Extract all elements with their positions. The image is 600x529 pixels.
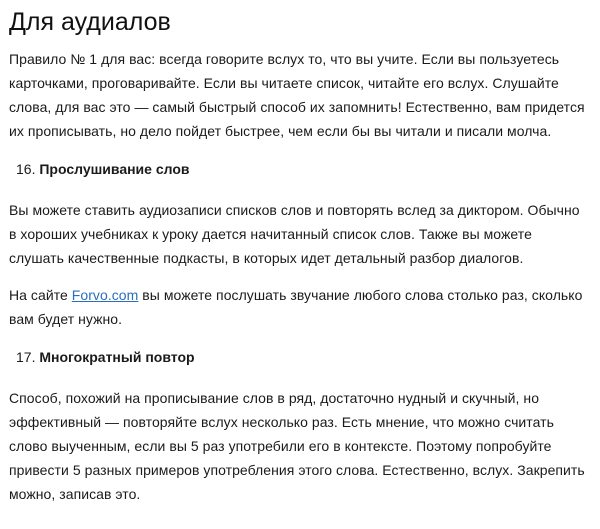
page-title: Для аудиалов — [9, 8, 171, 36]
section-heading-16 — [16, 157, 590, 181]
section-16-paragraph-2 — [9, 283, 590, 331]
section-number: 17. — [16, 349, 36, 365]
section-heading-17 — [16, 345, 590, 369]
section-17-paragraph-1: Способ, похожий на прописывание слов в ряд, достаточно нудный и скучный, но эффективный — повторяйте вслух несколько раз. Есть мнение, что можно считать слово выученным, если вы 5 раз употребили его в контексте. Поэтому попробуйте привести 5 разных примеров употребления этого слова. Естественно, вслух. Закрепить можно, записав это. — [9, 390, 585, 502]
forvo-link[interactable]: Forvo.com — [71, 287, 139, 303]
paragraph-text: вы можете послушать звучание любого слова столько раз, сколько вам будет нужно. — [9, 287, 583, 327]
section-number: 16. — [16, 161, 36, 177]
section-16-paragraph-1: Вы можете ставить аудиозаписи списков слов и повторять вслед за диктором. Обычно в хороших учебниках к уроку дается начитанный список слов. Также вы можете слушать качественные подкасты, в которых идет детальный разбор диалогов. — [9, 202, 580, 266]
intro-paragraph: Правило № 1 для вас: всегда говорите вслух то, что вы учите. Если вы пользуетесь карточками, проговаривайте. Если вы читаете список, читайте его вслух. Слушайте слова, для вас это — самый быстрый способ их запомнить! Естественно, вам придется их прописывать, но дело пойдет быстрее, чем если бы вы читали и писали молча. — [9, 51, 585, 139]
section-title: Прослушивание слов — [39, 161, 190, 177]
section-title: Многократный повтор — [39, 349, 195, 365]
paragraph-text: На сайте — [9, 287, 72, 303]
